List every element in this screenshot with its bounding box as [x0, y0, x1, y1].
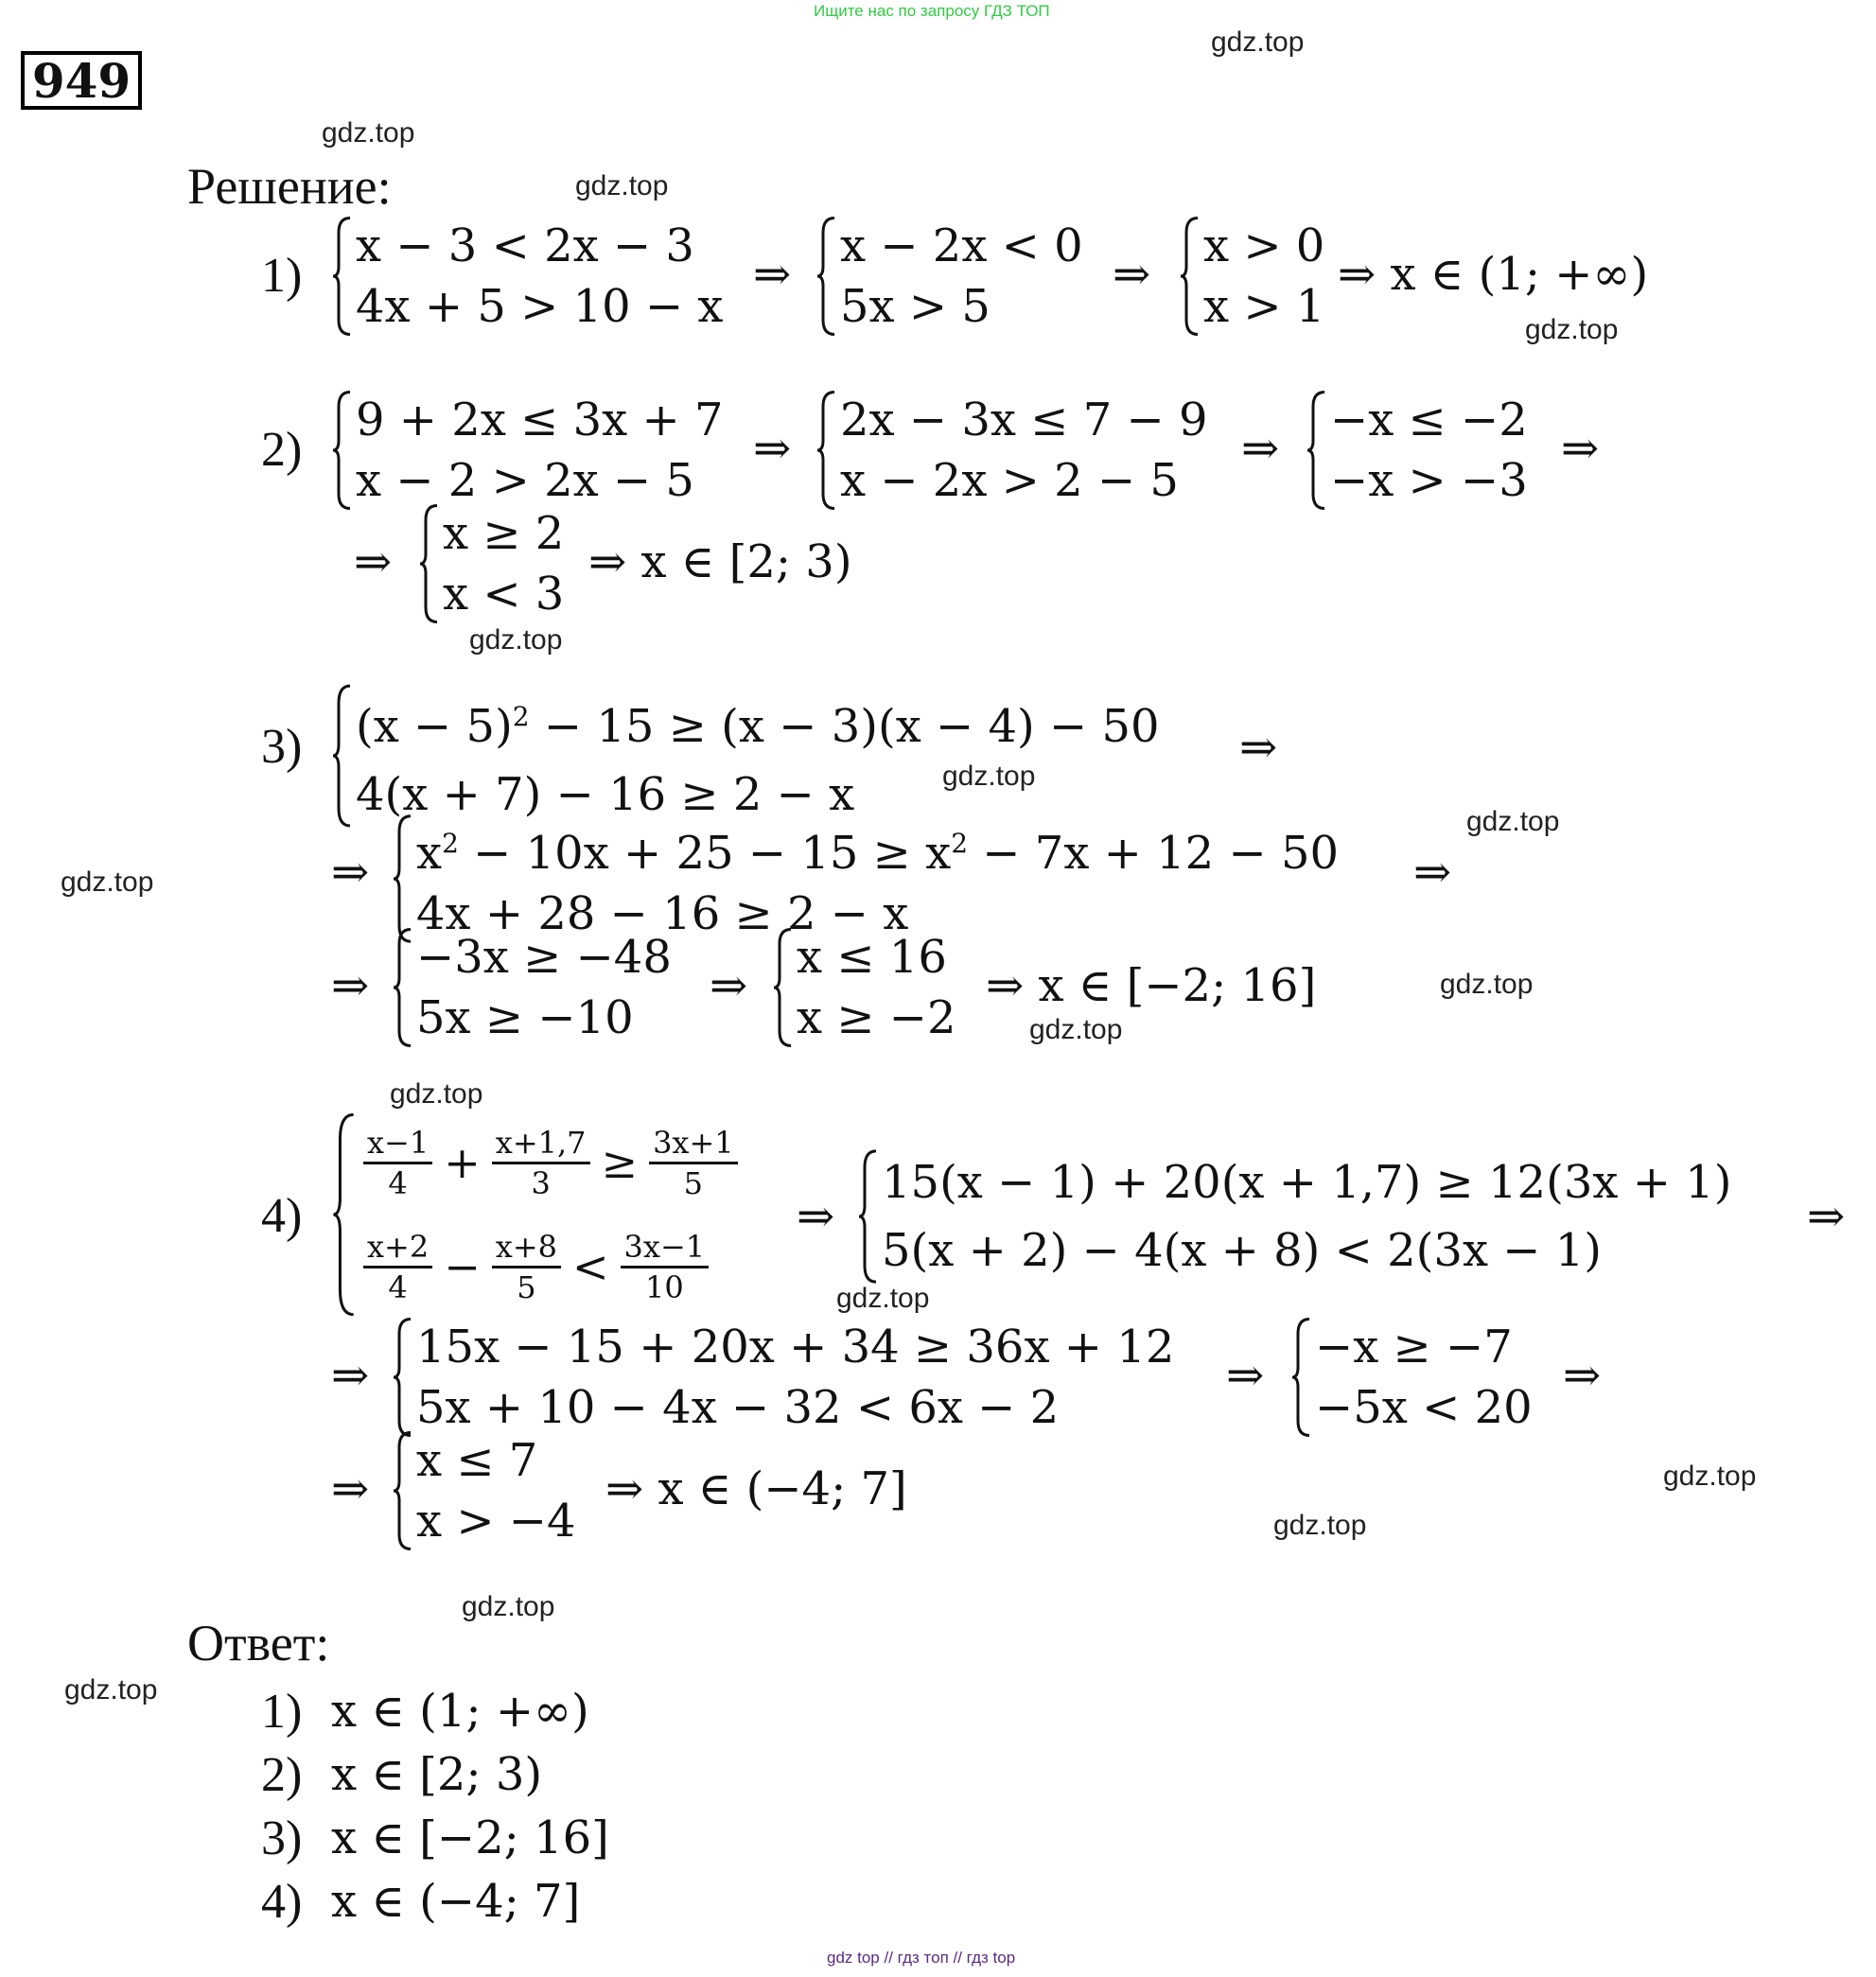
- step1-system-c: x > 0 x > 1: [1179, 216, 1324, 337]
- implies-arrow: ⇒: [331, 1462, 370, 1515]
- implies-arrow: ⇒: [1239, 721, 1278, 774]
- answer-heading: Ответ:: [187, 1615, 330, 1671]
- step4-label: 4): [261, 1189, 303, 1243]
- implies-arrow: ⇒: [710, 959, 748, 1012]
- implies-arrow: ⇒: [797, 1190, 835, 1243]
- watermark: gdz.top: [575, 170, 669, 201]
- fraction: $\frac{3x+1}{5}$: [649, 1124, 738, 1202]
- fraction: $\frac{x+1,7}{3}$: [492, 1124, 590, 1202]
- watermark: gdz.top: [1029, 1014, 1123, 1045]
- step4-system-c: 15x − 15 + 20x + 34 ≥ 36x + 12 5x + 10 − 4x − 32 < 6x − 2: [392, 1317, 1174, 1438]
- watermark: gdz.top: [1466, 806, 1560, 837]
- watermark: gdz.top: [322, 117, 415, 149]
- step3-result: ⇒ x ∈ [−2; 16]: [986, 959, 1317, 1012]
- step1-system-b: x − 2x < 0 5x > 5: [815, 216, 1083, 337]
- watermark: gdz.top: [1211, 26, 1305, 58]
- implies-arrow: ⇒: [1561, 422, 1600, 475]
- fraction: $\frac{3x-1}{10}$: [621, 1228, 710, 1306]
- watermark: gdz.top: [390, 1078, 483, 1110]
- step4-result: ⇒ x ∈ (−4; 7]: [605, 1462, 907, 1515]
- answer-item: 3) x ∈ [−2; 16]: [261, 1811, 609, 1865]
- problem-number: 949: [21, 51, 142, 110]
- watermark: gdz.top: [61, 866, 154, 898]
- watermark: gdz.top: [64, 1674, 158, 1706]
- watermark: gdz.top: [1663, 1461, 1757, 1492]
- answer-item: 4) x ∈ (−4; 7]: [261, 1875, 581, 1929]
- step2-system-d: x ≥ 2 x < 3: [418, 503, 564, 624]
- implies-arrow: ⇒: [331, 959, 370, 1012]
- implies-arrow: ⇒: [331, 846, 370, 899]
- step3-system-a: $(x - 5)^2 - 15 \ge (x - 3)(x - 4) - 50$ 4(x + 7) − 16 ≥ 2 − x: [331, 683, 1160, 829]
- watermark: gdz.top: [462, 1591, 555, 1622]
- top-banner: Ищите нас по запросу ГДЗ ТОП: [814, 2, 1050, 20]
- fraction: $\frac{x+2}{4}$: [363, 1228, 432, 1306]
- step4-system-a: $\frac{x-1}{4}$ + $\frac{x+1,7}{3}$ ≥ $\frac{3x+1}{5}$ $\frac{x+2}{4}$ − $\frac{x+8}{5}$ < $\frac{3x-1}{10}$: [331, 1111, 742, 1319]
- step2-label: 2): [261, 423, 303, 477]
- watermark: gdz.top: [836, 1283, 930, 1314]
- step1-system-a: x − 3 < 2x − 3 4x + 5 > 10 − x: [331, 216, 724, 337]
- step2-system-c: −x ≤ −2 −x > −3: [1306, 390, 1528, 511]
- implies-arrow: ⇒: [1563, 1349, 1602, 1402]
- implies-arrow: ⇒: [753, 248, 792, 301]
- implies-arrow: ⇒: [354, 535, 393, 588]
- fraction: $\frac{x+8}{5}$: [492, 1228, 561, 1306]
- fraction: $\frac{x-1}{4}$: [363, 1124, 432, 1202]
- solution-heading: Решение:: [187, 158, 392, 215]
- step4-system-d: −x ≥ −7 −5x < 20: [1290, 1317, 1533, 1438]
- implies-arrow: ⇒: [1113, 248, 1151, 301]
- step1-label: 1): [261, 249, 303, 303]
- implies-arrow: ⇒: [753, 422, 792, 475]
- step3-system-b: $x^2 - 10x + 25 - 15 \ge x^2 - 7x + 12 - 50$ 4x + 28 − 16 ≥ 2 − x: [392, 814, 1339, 944]
- implies-arrow: ⇒: [331, 1349, 370, 1402]
- implies-arrow: ⇒: [1413, 846, 1452, 899]
- answer-item: 2) x ∈ [2; 3): [261, 1748, 543, 1802]
- implies-arrow: ⇒: [1807, 1190, 1846, 1243]
- implies-arrow: ⇒: [1226, 1349, 1265, 1402]
- watermark: gdz.top: [1273, 1510, 1367, 1541]
- step2-system-b: 2x − 3x ≤ 7 − 9 x − 2x > 2 − 5: [815, 390, 1208, 511]
- footer-links[interactable]: gdz top // гдз топ // гдз top: [827, 1949, 1016, 1967]
- implies-arrow: ⇒: [1241, 422, 1280, 475]
- step2-system-a: 9 + 2x ≤ 3x + 7 x − 2 > 2x − 5: [331, 390, 724, 511]
- step3-system-d: x ≤ 16 x ≥ −2: [772, 927, 956, 1048]
- step3-system-c: −3x ≥ −48 5x ≥ −10: [392, 927, 672, 1048]
- watermark: gdz.top: [469, 624, 563, 656]
- step2-result: ⇒ x ∈ [2; 3): [588, 535, 852, 588]
- step4-system-e: x ≤ 7 x > −4: [392, 1430, 576, 1551]
- step4-system-b: 15(x − 1) + 20(x + 1,7) ≥ 12(3x + 1) 5(x + 2) − 4(x + 8) < 2(3x − 1): [857, 1148, 1731, 1285]
- step1-result: ⇒ x ∈ (1; +∞): [1338, 248, 1649, 301]
- watermark: gdz.top: [1525, 314, 1619, 345]
- watermark: gdz.top: [1440, 969, 1534, 1000]
- step3-label: 3): [261, 720, 303, 774]
- answer-list: [261, 1680, 609, 1933]
- watermark: gdz.top: [942, 761, 1036, 792]
- answer-item: 1) x ∈ (1; +∞): [261, 1685, 589, 1739]
